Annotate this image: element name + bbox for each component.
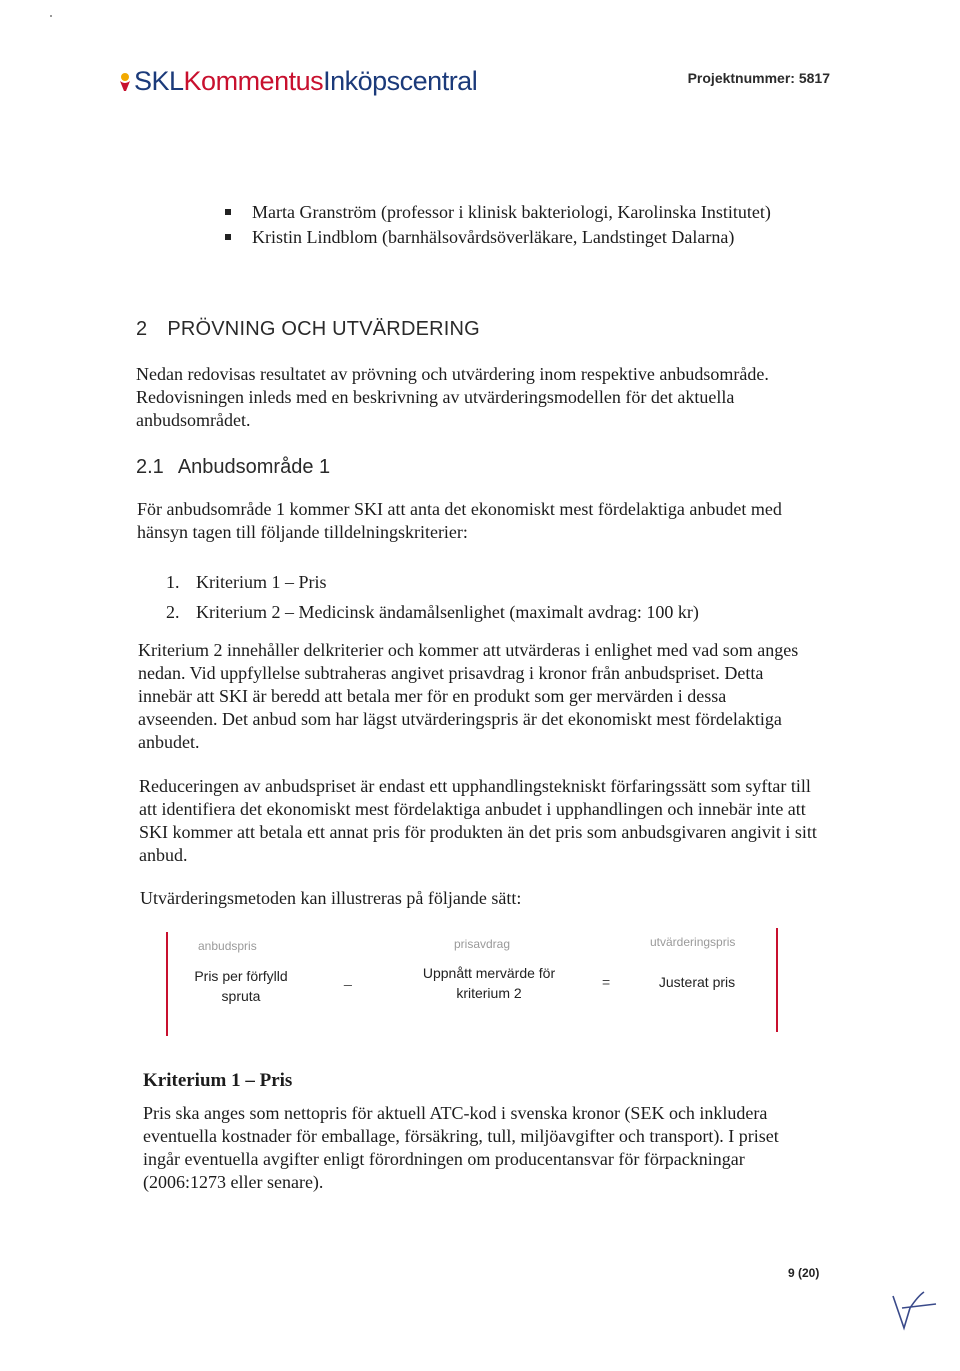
reduction-paragraph: Reduceringen av anbudspriset är endast ett upphandlingstekniskt förfaringssätt som syftar till att identifiera det ekonomiskt mest fördelaktiga anbudet i upphandlingen och innebär inte att SKI kommer att betala ett annat pris för produkten än det pris som anbudsgivaren angivit i sitt anbud. bbox=[139, 776, 817, 865]
criteria-item bbox=[166, 597, 699, 627]
section-number: 2 bbox=[136, 318, 148, 340]
project-number: Projektnummer: 5817 bbox=[687, 70, 830, 86]
method-paragraph: Utvärderingsmetoden kan illustreras på följande sätt: bbox=[140, 888, 522, 908]
prisavdrag-value-line1: Uppnått mervärde för bbox=[422, 965, 556, 981]
skl-kommentus-logo bbox=[118, 66, 477, 97]
utvarderingspris-value: Justerat pris bbox=[658, 974, 736, 990]
section-heading bbox=[136, 318, 480, 341]
subsection-heading bbox=[136, 456, 330, 479]
list-item: Marta Granström (professor i klinisk bakteriologi, Karolinska Institutet) bbox=[222, 200, 782, 224]
handwritten-initials-signature bbox=[890, 1282, 940, 1334]
kriterium1-paragraph: Pris ska anges som nettopris för aktuell ATC-kod i svenska kronor (SEK och inkludera eventuella kostnader för emballage, försäkring, tull, miljöavgifter och transport). I priset ingår eventuella avgifter enligt förordningen om producentansvar för förpackningar (2006:1273 eller senare). bbox=[143, 1103, 779, 1192]
right-bar bbox=[776, 928, 778, 1032]
prisavdrag-value-line2: kriterium 2 bbox=[456, 985, 522, 1001]
evaluation-formula-diagram bbox=[166, 928, 780, 1036]
page-number: 9 (20) bbox=[788, 1266, 820, 1280]
logo-inkopscentral: Inköpscentral bbox=[323, 66, 478, 96]
subsection-number: 2.1 bbox=[136, 456, 164, 478]
section-title: PRÖVNING OCH UTVÄRDERING bbox=[167, 318, 480, 340]
criteria-list bbox=[166, 567, 699, 627]
logo-skl: SKL bbox=[134, 66, 184, 96]
anbudspris-label: anbudspris bbox=[198, 939, 257, 953]
prisavdrag-value bbox=[404, 963, 574, 1003]
logo-kommentus: Kommentus bbox=[183, 66, 324, 96]
list-item: Kristin Lindblom (barnhälsovårdsöverläkare, Landstinget Dalarna) bbox=[222, 225, 782, 249]
minus-operator: _ bbox=[344, 970, 352, 986]
criteria-number: 1. bbox=[166, 572, 180, 592]
criteria2-paragraph: Kriterium 2 innehåller delkriterier och kommer att utvärderas i enlighet med vad som anges nedan. Vid uppfyllelse subtraheras angivet prisavdrag i kronor från anbudspriset. Detta innebär att SKI är beredd att betala mer för en produkt som ger mervärden i dessa avseenden. Det anbud som har lägst utvärderingspris är det ekonomiskt mest fördelaktiga anbudet. bbox=[138, 640, 799, 752]
criteria-item bbox=[166, 567, 699, 597]
kriterium1-heading: Kriterium 1 – Pris bbox=[143, 1070, 293, 1091]
criteria-text: Kriterium 1 – Pris bbox=[196, 572, 327, 592]
prisavdrag-label: prisavdrag bbox=[454, 937, 511, 951]
logo-mark-icon bbox=[118, 72, 132, 92]
utvarderingspris-label: utvärderingspris bbox=[650, 935, 736, 949]
subsection-intro: För anbudsområde 1 kommer SKI att anta det ekonomiskt mest fördelaktiga anbudet med hänsyn tagen till följande tilldelningskriterier: bbox=[137, 499, 782, 542]
subsection-title: Anbudsområde 1 bbox=[177, 456, 331, 478]
member-list bbox=[222, 200, 782, 250]
criteria-number: 2. bbox=[166, 602, 180, 622]
anbudspris-value-line2: spruta bbox=[221, 988, 261, 1004]
left-bar bbox=[166, 932, 168, 1036]
anbudspris-value bbox=[182, 966, 300, 1006]
criteria-text: Kriterium 2 – Medicinsk ändamålsenlighet (maximalt avdrag: 100 kr) bbox=[196, 602, 699, 622]
section-intro: Nedan redovisas resultatet av prövning och utvärdering inom respektive anbudsområde. Redovisningen inleds med en beskrivning av utvärderingsmodellen för det aktuella anbudsområdet. bbox=[136, 364, 769, 430]
equals-operator: = bbox=[602, 974, 611, 990]
scan-dot bbox=[50, 15, 52, 17]
anbudspris-value-line1: Pris per förfylld bbox=[194, 968, 288, 984]
